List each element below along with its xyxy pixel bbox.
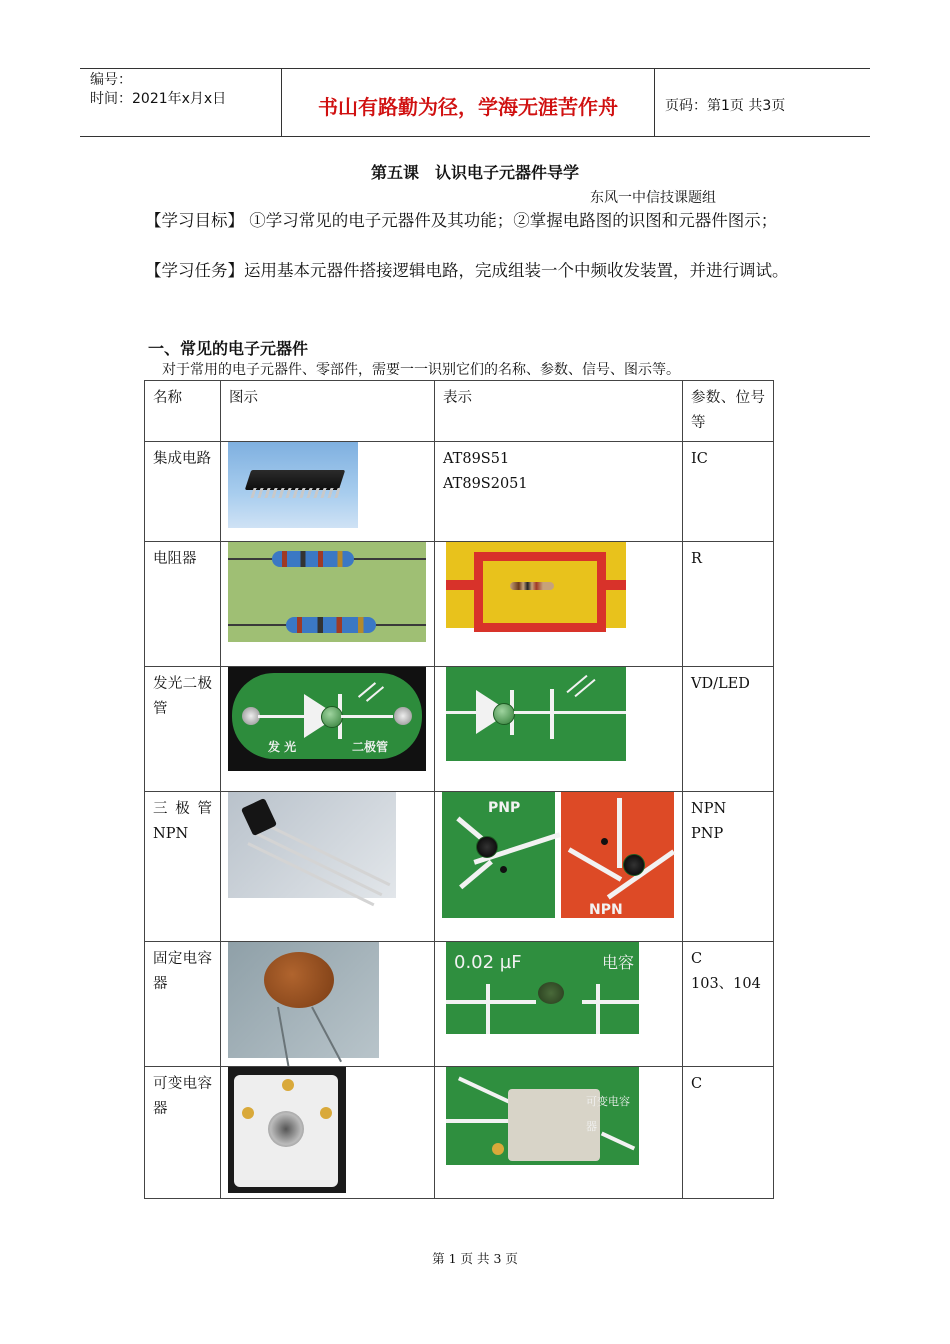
variable-capacitor-label: 可变电容器	[586, 1095, 630, 1133]
components-table	[144, 380, 774, 1199]
param-value: IC	[691, 451, 708, 467]
header-divider	[654, 69, 655, 136]
ic-model: AT89S2051	[443, 476, 528, 492]
section-intro: 对于常用的电子元器件、零部件，需要一一识别它们的名称、参数、信号、图示等。	[162, 362, 680, 378]
transistor-image	[228, 792, 396, 898]
table-header-row	[145, 381, 774, 442]
learning-goal: 【学习目标】 ①学习常见的电子元器件及其功能；②掌握电路图的识图和元器件图示；	[145, 211, 778, 230]
header-meta	[90, 71, 226, 109]
lesson-title: 第五课 认识电子元器件导学	[370, 163, 579, 182]
component-name: 可变电容器	[145, 1067, 221, 1199]
led-label: 二极管	[352, 740, 389, 754]
representation-cell	[435, 442, 683, 542]
header-cell: 参数、位号等	[683, 381, 774, 442]
section-title: 一、常见的电子元器件	[148, 339, 309, 358]
representation-cell	[435, 792, 683, 942]
learning-task: 【学习任务】运用基本元器件搭接逻辑电路，完成组装一个中频收发装置，并进行调试。	[145, 261, 789, 280]
led-module-image	[228, 667, 426, 771]
param-value: NPN	[691, 801, 727, 817]
representation-cell	[435, 667, 683, 792]
illustration-cell	[221, 667, 435, 792]
header-cell: 名称	[145, 381, 221, 442]
capacitor-text-label: 电容	[602, 953, 635, 972]
illustration-cell	[221, 442, 435, 542]
pnp-pcb-image	[442, 792, 555, 918]
component-name: 发光二极管	[145, 667, 221, 792]
param-cell	[683, 442, 774, 542]
param-value: VD/LED	[691, 676, 750, 692]
illustration-cell	[221, 1067, 435, 1199]
time-label: 时间：2021年x月x日	[90, 91, 227, 107]
param-value: PNP	[691, 826, 724, 842]
table-row	[145, 542, 774, 667]
illustration-cell	[221, 542, 435, 667]
component-name: 三极管NPN	[145, 792, 221, 942]
param-value: 103、104	[691, 976, 761, 992]
component-name: 集成电路	[145, 442, 221, 542]
led-pcb-image	[446, 667, 626, 761]
capacitor-value-label: 0.02 µF	[454, 952, 522, 973]
param-value: C	[691, 1076, 703, 1092]
param-cell	[683, 1067, 774, 1199]
npn-label: NPN	[589, 902, 623, 918]
table-row	[145, 1067, 774, 1199]
representation-cell	[435, 942, 683, 1067]
table-row	[145, 442, 774, 542]
param-cell	[683, 542, 774, 667]
page-number-label: 页码：第1页 共3页	[665, 98, 786, 114]
illustration-cell	[221, 942, 435, 1067]
param-value: R	[691, 551, 702, 567]
representation-cell	[435, 542, 683, 667]
table-row	[145, 667, 774, 792]
led-label: 发 光	[268, 740, 297, 754]
component-name: 电阻器	[145, 542, 221, 667]
param-cell	[683, 942, 774, 1067]
resistor-image	[228, 542, 426, 642]
variable-capacitor-pcb-image	[446, 1067, 639, 1165]
header-cell: 表示	[435, 381, 683, 442]
number-label: 编号：	[90, 72, 132, 88]
page-header	[80, 68, 870, 137]
component-name: 固定电容器	[145, 942, 221, 1067]
capacitor-pcb-image	[446, 942, 639, 1034]
table-row	[145, 942, 774, 1067]
ic-model: AT89S51	[443, 451, 510, 467]
npn-pcb-image	[561, 792, 674, 918]
header-cell: 图示	[221, 381, 435, 442]
pnp-label: PNP	[488, 800, 521, 816]
header-motto: 书山有路勤为径，学海无涯苦作舟	[318, 95, 618, 119]
param-cell	[683, 792, 774, 942]
variable-capacitor-image	[228, 1067, 346, 1193]
page-footer: 第 1 页 共 3 页	[432, 1251, 518, 1266]
author-label: 东风一中信技课题组	[590, 190, 716, 206]
illustration-cell	[221, 792, 435, 942]
param-cell	[683, 667, 774, 792]
capacitor-image	[228, 942, 379, 1058]
table-row	[145, 792, 774, 942]
ic-chip-image	[228, 442, 358, 528]
representation-cell	[435, 1067, 683, 1199]
param-value: C	[691, 951, 703, 967]
resistor-pcb-image	[446, 542, 626, 628]
